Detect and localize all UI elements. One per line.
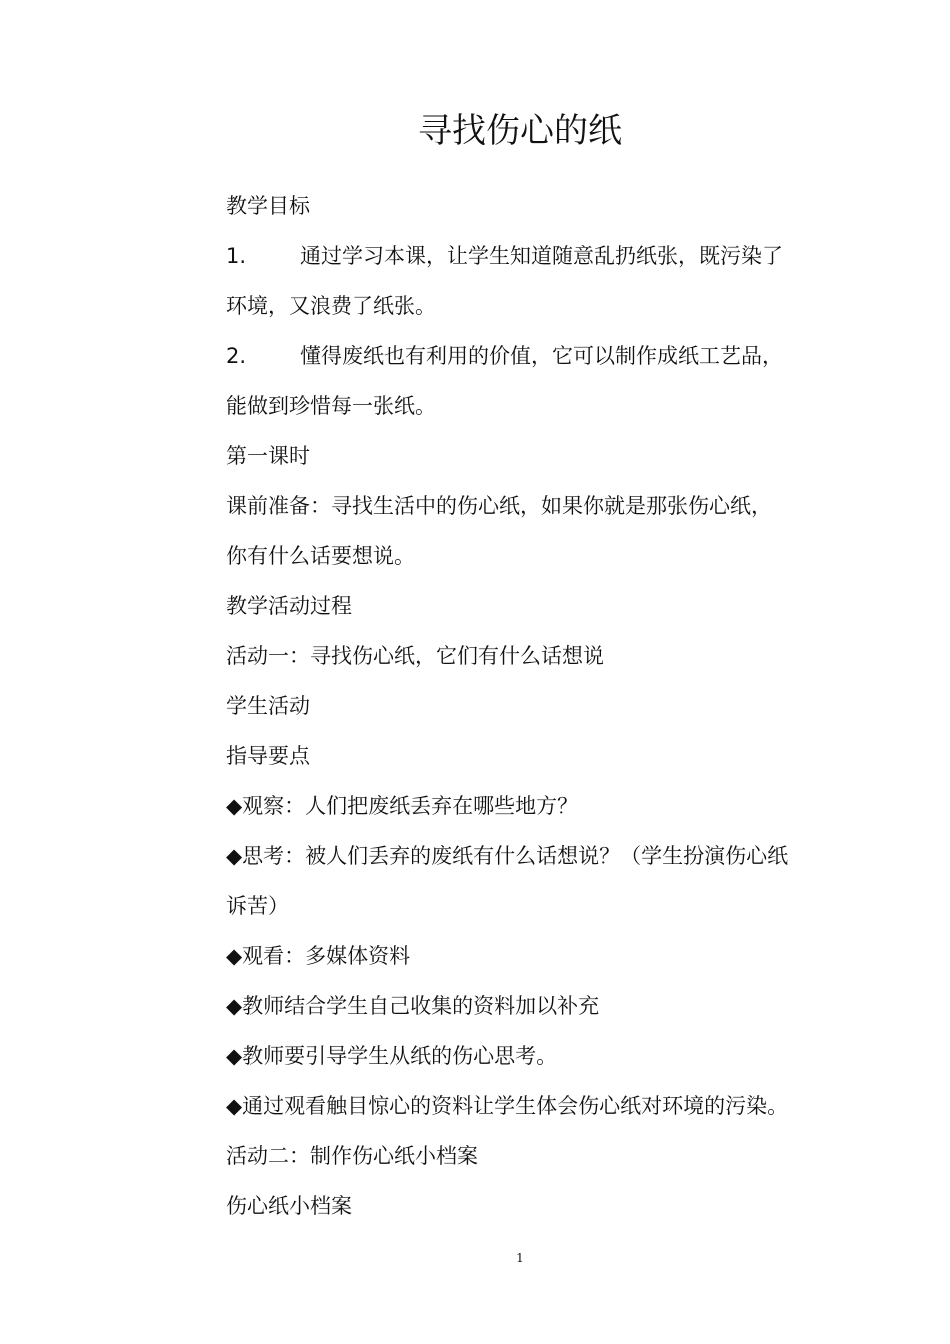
line-text: ◆思考：被人们丢弃的废纸有什么话想说？（学生扮演伤心纸 (226, 844, 789, 868)
line-text: ◆教师要引导学生从纸的伤心思考。 (226, 1044, 558, 1068)
paragraph-line (226, 881, 826, 931)
paragraph-line (226, 181, 826, 231)
line-text: 活动一：寻找伤心纸，它们有什么话想说 (226, 644, 604, 668)
paragraph-line (226, 581, 826, 631)
line-text: 课前准备：寻找生活中的伤心纸，如果你就是那张伤心纸， (226, 494, 772, 518)
bullet-line (226, 781, 826, 831)
numbered-item-1 (226, 231, 826, 281)
line-text: 你有什么话要想说。 (226, 544, 415, 568)
paragraph-line (226, 731, 826, 781)
line-text: 教学目标 (226, 194, 310, 218)
line-text: 伤心纸小档案 (226, 1194, 352, 1218)
bullet-line (226, 831, 826, 881)
paragraph-line (226, 381, 826, 431)
line-text: 懂得废纸也有利用的价值，它可以制作成纸工艺品， (300, 344, 783, 368)
line-text: 教学活动过程 (226, 594, 352, 618)
bullet-line (226, 931, 826, 981)
paragraph-line (226, 1181, 826, 1231)
paragraph-line (226, 531, 826, 581)
paragraph-line (226, 1131, 826, 1181)
page-number: 1 (516, 1251, 524, 1265)
bullet-line (226, 1081, 826, 1131)
paragraph-line (226, 281, 826, 331)
paragraph-line (226, 631, 826, 681)
item-number: 2. (226, 344, 247, 368)
line-text: ◆教师结合学生自己收集的资料加以补充 (226, 994, 600, 1018)
line-text: 第一课时 (226, 444, 310, 468)
line-text: ◆观察：人们把废纸丢弃在哪些地方？ (226, 794, 579, 818)
line-text: 环境，又浪费了纸张。 (226, 294, 436, 318)
line-text: ◆观看：多媒体资料 (226, 944, 411, 968)
document-title: 寻找伤心的纸 (418, 111, 622, 151)
item-number: 1. (226, 244, 247, 268)
line-text: 通过学习本课，让学生知道随意乱扔纸张，既污染了 (300, 244, 783, 268)
line-text: ◆通过观看触目惊心的资料让学生体会伤心纸对环境的污染。 (226, 1094, 789, 1118)
line-text: 学生活动 (226, 694, 310, 718)
paragraph-line (226, 681, 826, 731)
line-text: 能做到珍惜每一张纸。 (226, 394, 436, 418)
bullet-line (226, 1031, 826, 1081)
paragraph-line (226, 431, 826, 481)
line-text: 活动二：制作伤心纸小档案 (226, 1144, 478, 1168)
paragraph-line (226, 481, 826, 531)
numbered-item-2 (226, 331, 826, 381)
document-body (226, 181, 826, 1231)
line-text: 指导要点 (226, 744, 310, 768)
bullet-line (226, 981, 826, 1031)
line-text: 诉苦） (226, 894, 289, 918)
